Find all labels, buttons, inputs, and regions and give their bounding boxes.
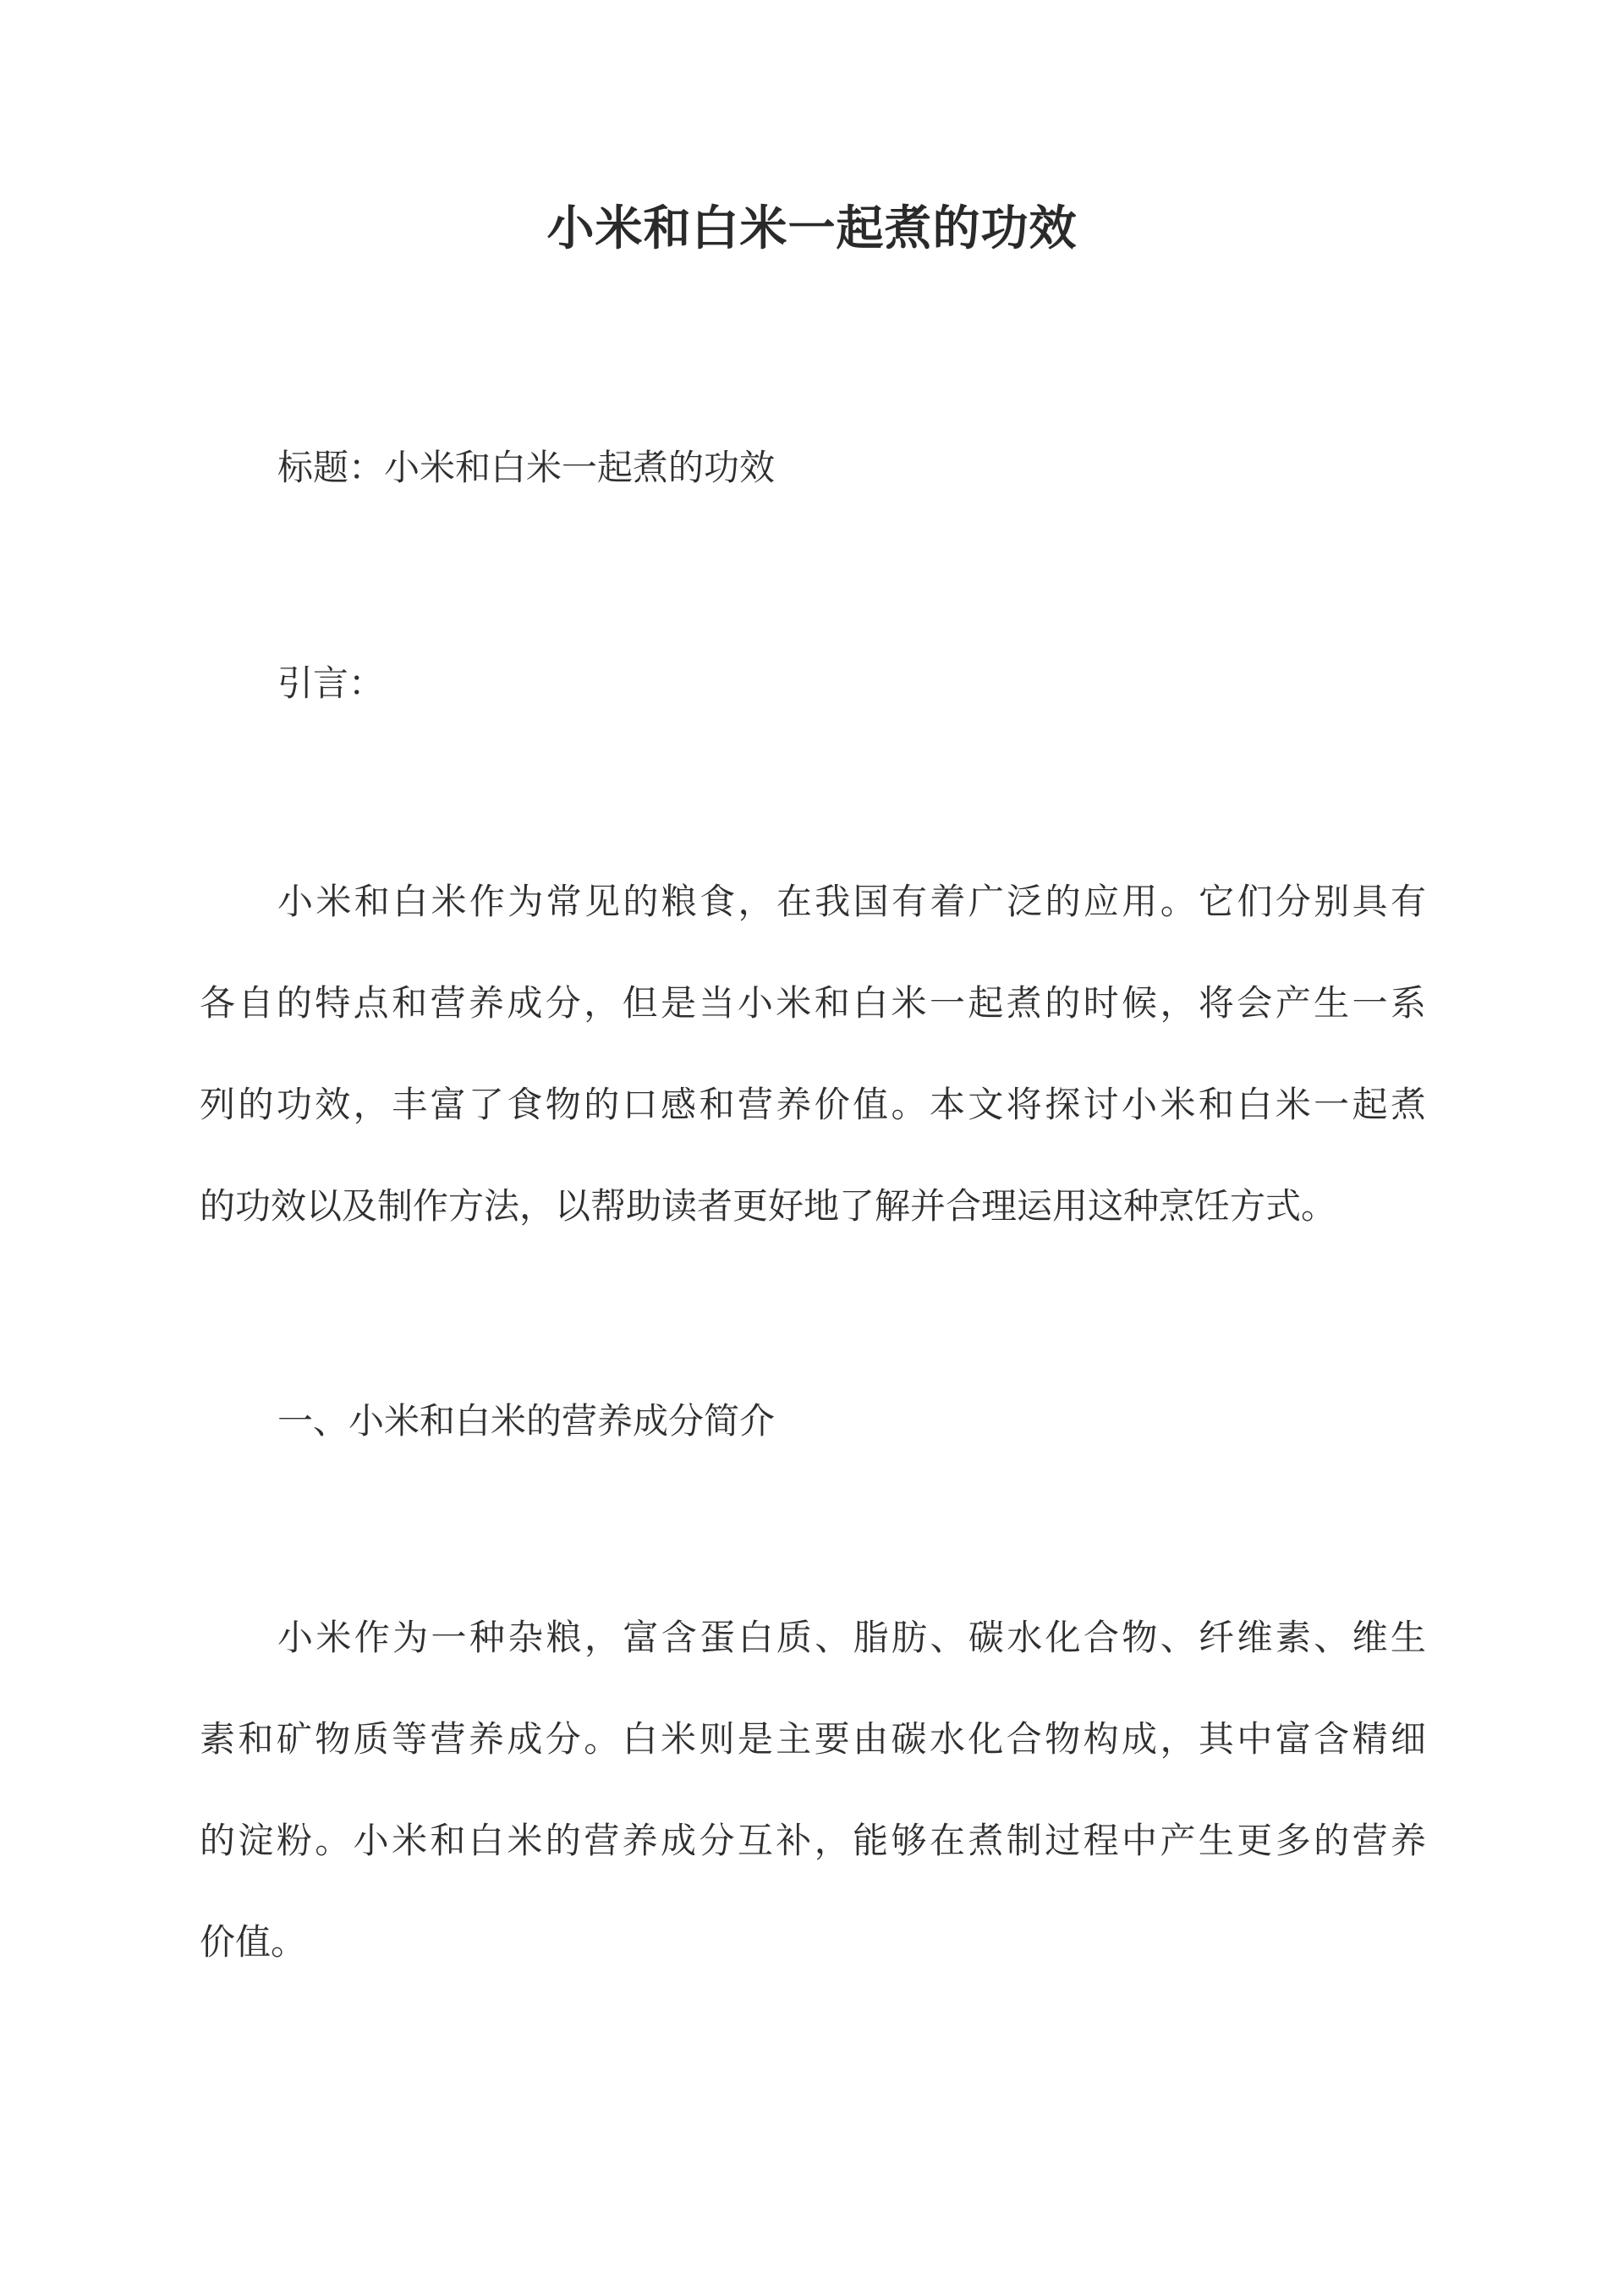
section-1-paragraph (200, 1612, 1426, 2019)
section-1-paragraph-line: 素和矿物质等营养成分。白米则是主要由碳水化合物构成，其中富含精细 (200, 1718, 1426, 1760)
section-1-paragraph-line: 的淀粉。小米和白米的营养成分互补，能够在煮制过程中产生更多的营养 (200, 1820, 1426, 1861)
section-1-paragraph-line: 小米作为一种杂粮，富含蛋白质、脂肪、碳水化合物、纤维素、维生 (277, 1617, 1426, 1658)
intro-heading: 引言： (277, 662, 385, 704)
intro-paragraph-line: 列的功效，丰富了食物的口感和营养价值。本文将探讨小米和白米一起煮 (200, 1084, 1426, 1125)
document-title: 小米和白米一起煮的功效 (546, 200, 1078, 256)
section-1-heading: 一、小米和白米的营养成分简介 (277, 1400, 776, 1442)
intro-paragraph-line: 的功效以及制作方法，以帮助读者更好地了解并合理运用这种烹饪方式。 (200, 1185, 1337, 1227)
intro-paragraph (200, 876, 1426, 1283)
intro-paragraph-line: 小米和白米作为常见的粮食，在我国有着广泛的应用。它们分别具有 (277, 881, 1426, 922)
section-1-paragraph-line: 价值。 (200, 1921, 307, 1963)
subtitle-line: 标题：小米和白米一起煮的功效 (277, 447, 776, 488)
intro-paragraph-line: 各自的特点和营养成分，但是当小米和白米一起煮的时候，将会产生一系 (200, 982, 1426, 1024)
